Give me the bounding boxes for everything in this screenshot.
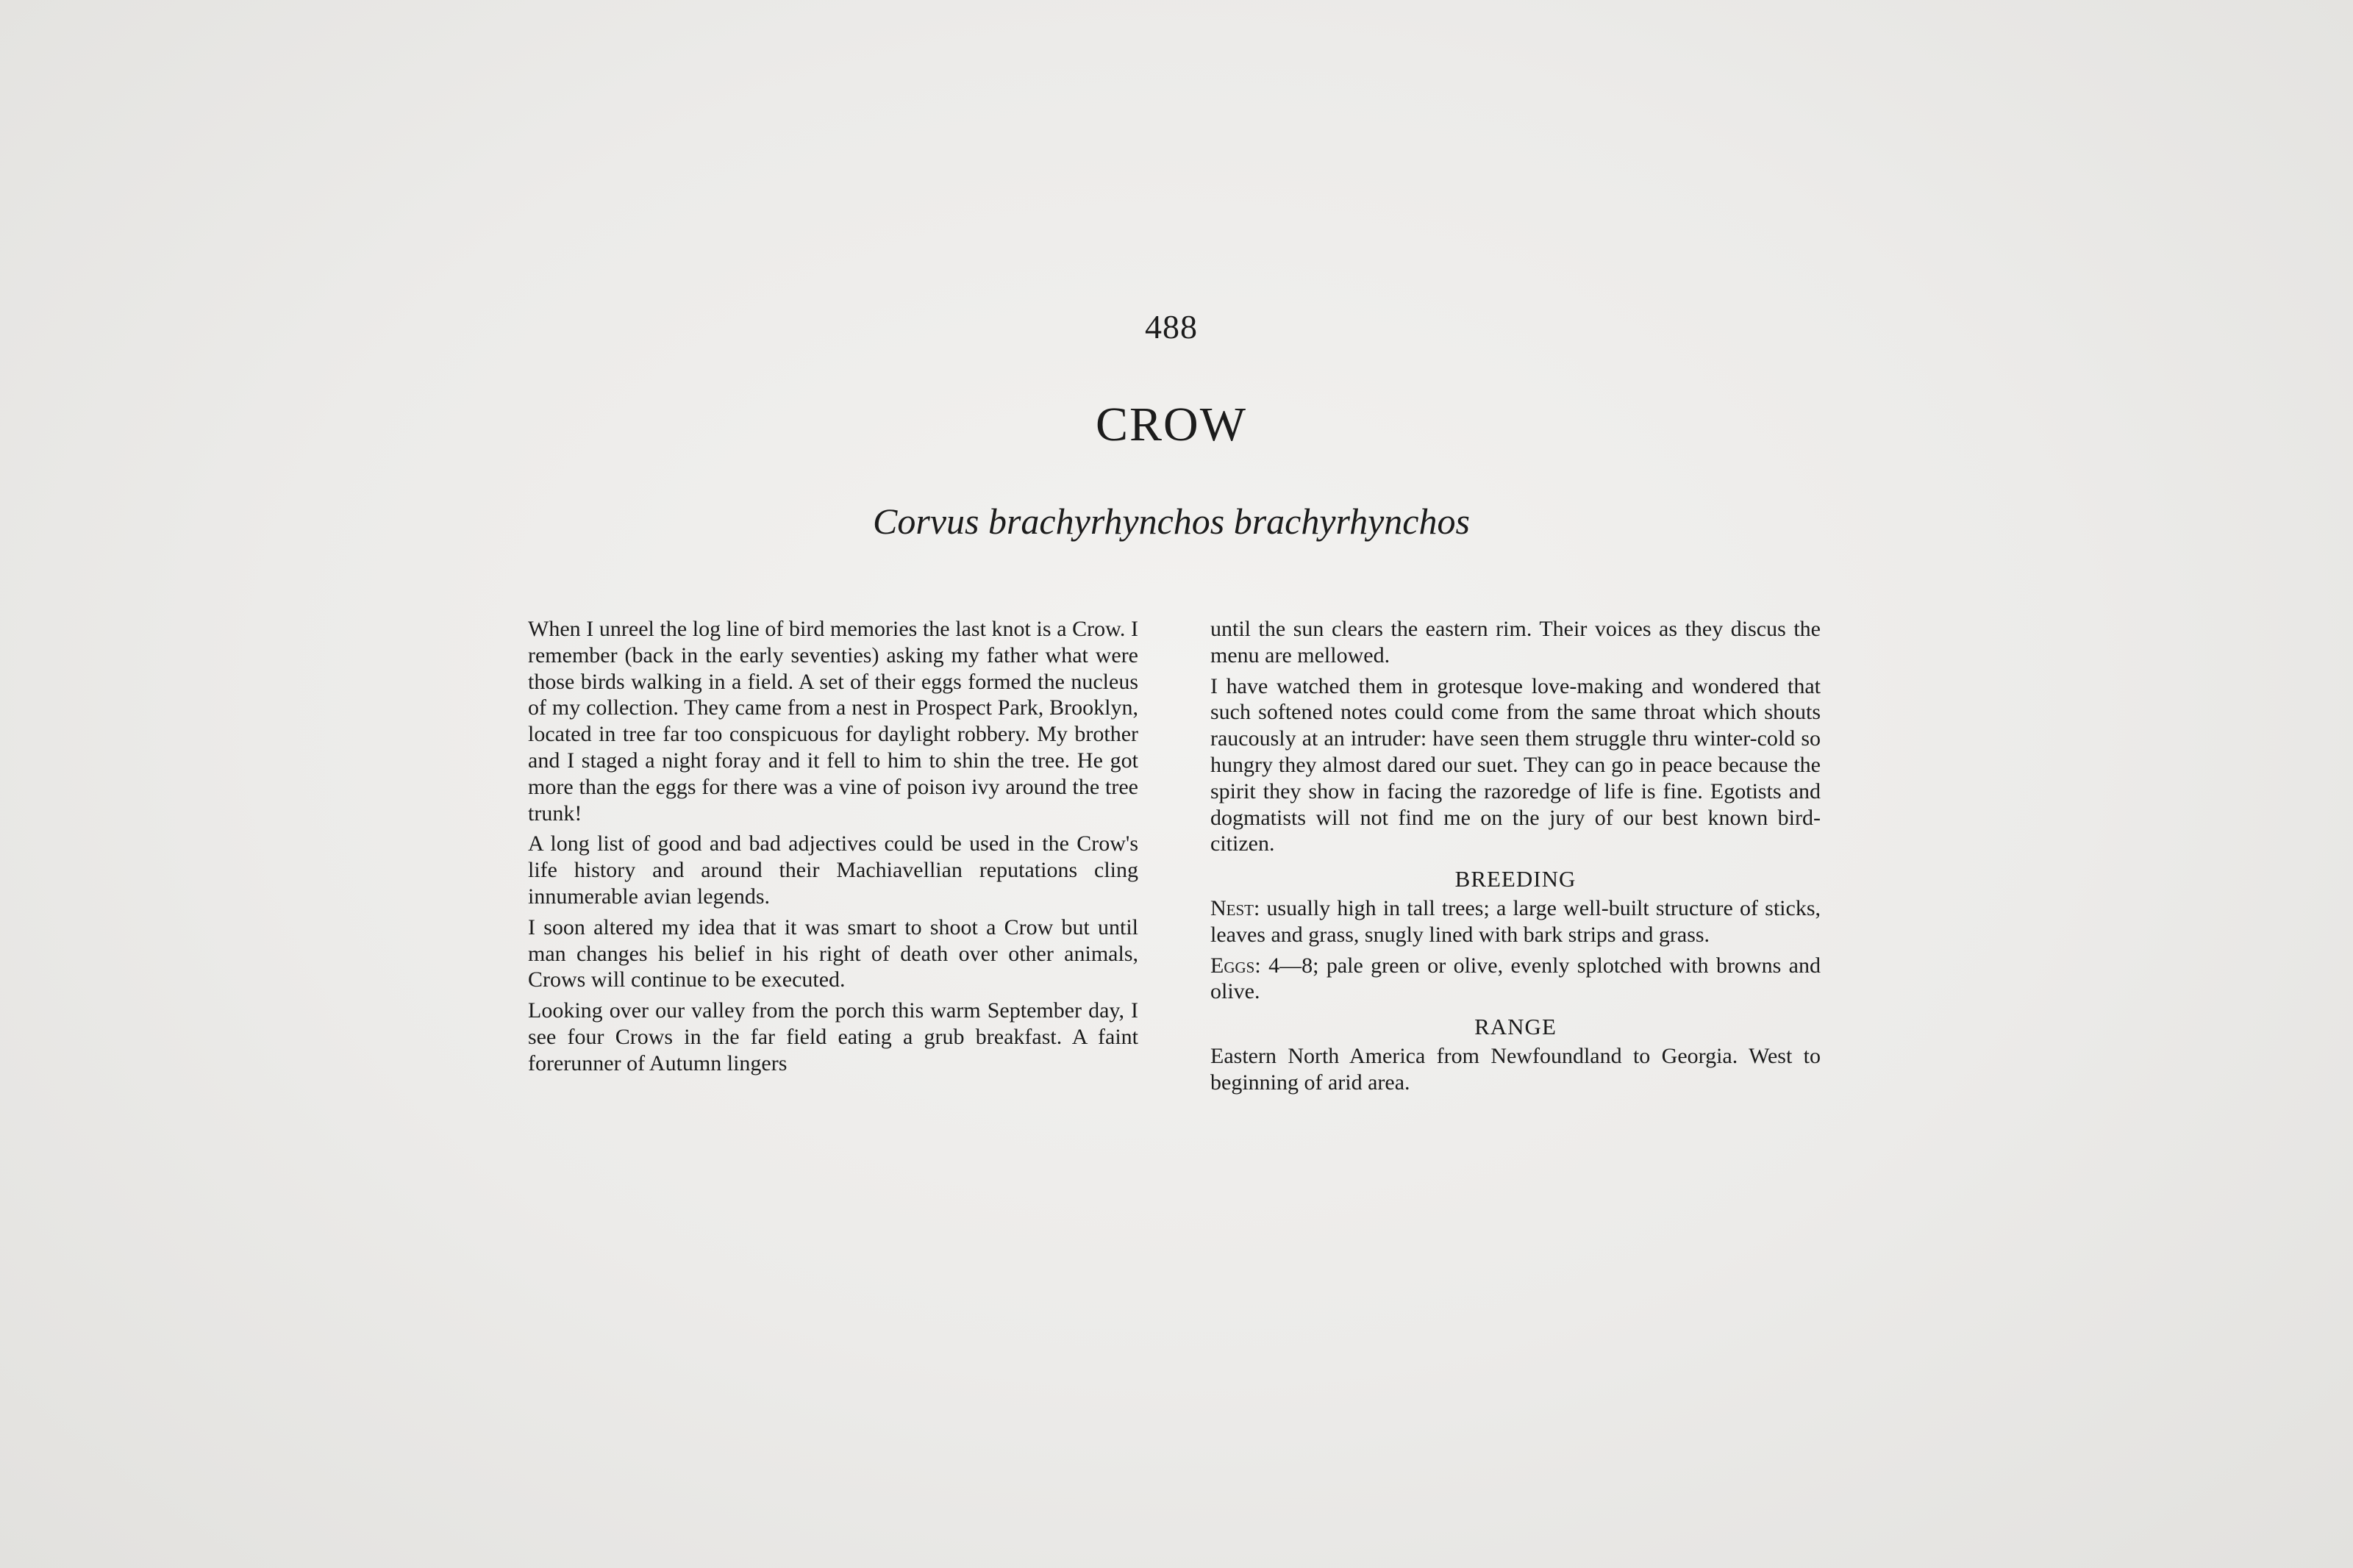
eggs-paragraph (1210, 953, 1821, 1006)
paragraph: I soon altered my idea that it was smart to shoot a Crow but until man changes his belief in his right of death over other animals, Crows will continue to be executed. (528, 914, 1138, 992)
paragraph: until the sun clears the eastern rim. Their voices as they discus the menu are mellowed. (1210, 617, 1821, 667)
breeding-heading: BREEDING (1454, 866, 1577, 892)
paragraph: Looking over our valley from the porch this warm September day, I see four Crows in the far field eating a grub breakfast. A faint forerunner of Autumn lingers (528, 998, 1138, 1075)
range-paragraph: Eastern North America from Newfoundland to Georgia. West to beginning of arid area. (1210, 1043, 1821, 1095)
nest-text: : usually high in tall trees; a large well-built structure of sticks, leaves and grass, snugly lined with bark strips and grass. (1210, 895, 1821, 947)
paragraph: A long list of good and bad adjectives could be used in the Crow's life history and around their Machiavellian reputations cling innumerable avian legends. (528, 831, 1138, 909)
nest-label: Nest (1210, 895, 1254, 920)
page-number: 488 (1145, 308, 1198, 346)
paragraph: When I unreel the log line of bird memories the last knot is a Crow. I remember (back in the early seventies) asking my father what were those birds walking in a field. A set of their eggs formed the nucleus of my collection. They came from a nest in Prospect Park, Brooklyn, located in tree far too conspicuous for daylight robbery. My brother and I staged a night foray and it fell to him to shin the tree. He got more than the eggs for there was a vine of poison ivy around the tree trunk! (528, 617, 1138, 826)
right-column (1210, 616, 1821, 1096)
nest-paragraph (1210, 895, 1821, 948)
paragraph: I have watched them in grotesque love-making and wondered that such softened notes could come from the same throat which shouts raucously at an intruder: have seen them struggle thru winter-cold so hungry they almost dared our suet. They can go in peace because the spirit they show in facing the razoredge of life is fine. Egotists and dogmatists will not find me on the jury of our best known bird-citizen. (1210, 673, 1821, 856)
left-column (528, 616, 1138, 1077)
page-title: CROW (1096, 398, 1247, 451)
eggs-label: Eggs (1210, 953, 1255, 978)
range-heading: RANGE (1474, 1014, 1557, 1040)
scientific-name: Corvus brachyrhynchos brachyrhynchos (873, 501, 1470, 542)
eggs-text: : 4—8; pale green or olive, evenly splotched with browns and olive. (1210, 953, 1821, 1004)
